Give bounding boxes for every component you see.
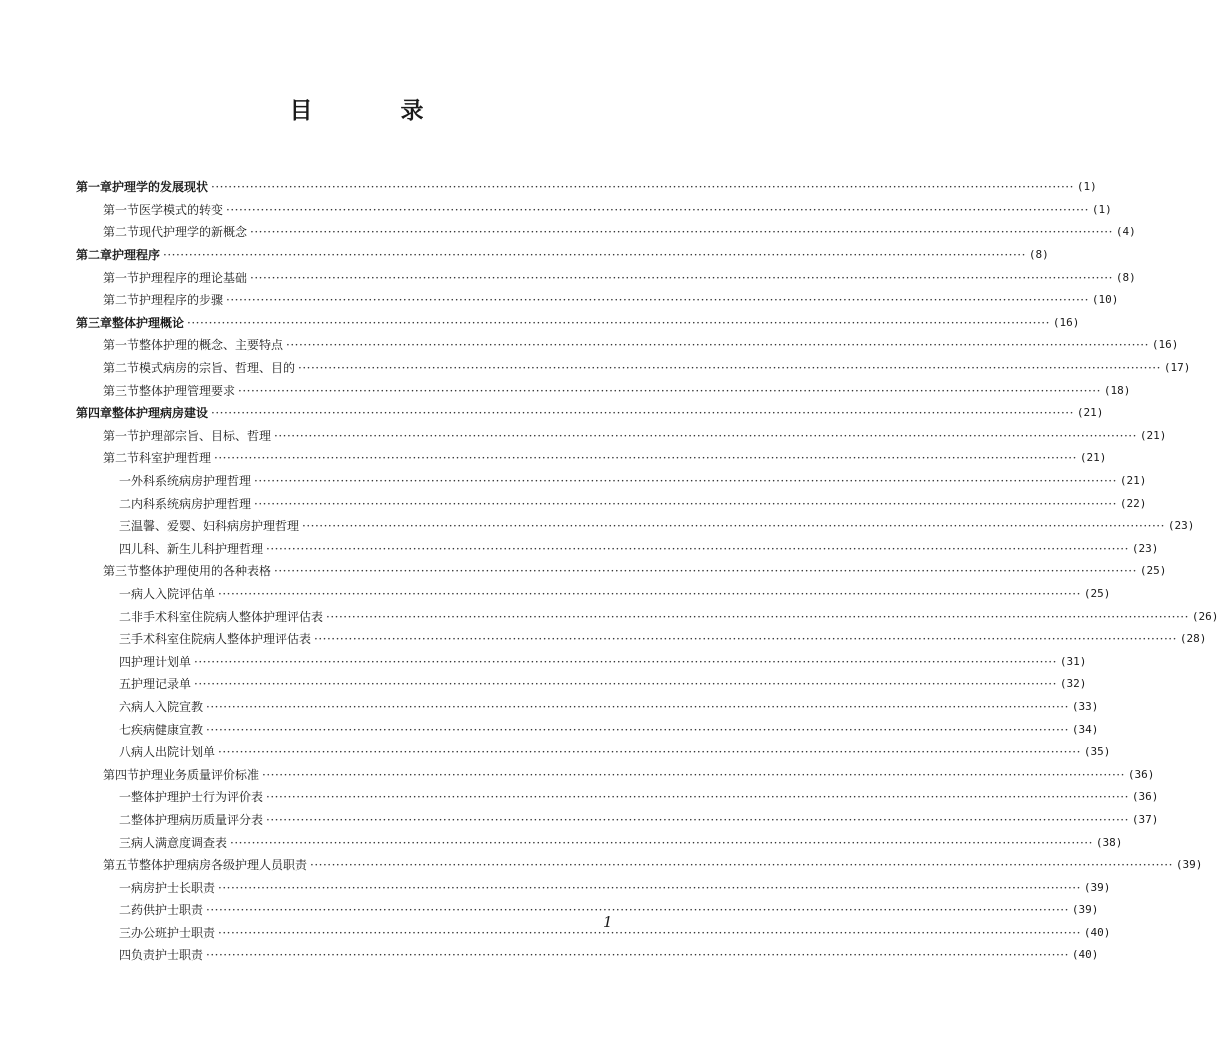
toc-entry-page: (39)	[1175, 858, 1203, 872]
dot-leader: ········································································································································································································	[326, 609, 1189, 624]
toc-entry-item[interactable]	[76, 718, 1099, 741]
toc-entry-section[interactable]	[76, 266, 1136, 289]
toc-entry-number: 一	[119, 474, 132, 489]
toc-entry-page: (40)	[1071, 948, 1099, 962]
toc-entry-page: (1)	[1076, 180, 1097, 194]
toc-entry-item[interactable]	[76, 876, 1111, 899]
toc-entry-page: (31)	[1059, 654, 1087, 668]
table-of-contents	[76, 176, 1218, 967]
toc-entry-page: (23)	[1167, 519, 1195, 533]
toc-entry-item[interactable]	[76, 922, 1111, 945]
toc-entry-number: 一	[119, 586, 132, 601]
dot-leader: ········································································································································································································	[206, 722, 1069, 737]
toc-entry-title: 整体护理的概念、主要特点	[139, 338, 284, 353]
toc-entry-title: 护理学的发展现状	[112, 180, 209, 195]
toc-entry-section[interactable]	[76, 289, 1119, 312]
toc-entry-number: 第二章	[76, 248, 113, 263]
toc-entry-page: (23)	[1131, 541, 1159, 555]
toc-entry-item[interactable]	[76, 650, 1087, 673]
toc-entry-page: (21)	[1079, 451, 1107, 465]
toc-entry-page: (8)	[1028, 248, 1049, 262]
toc-entry-title: 现代护理学的新概念	[139, 225, 248, 240]
toc-entry-title: 科室护理哲理	[139, 451, 212, 466]
toc-entry-item[interactable]	[76, 831, 1123, 854]
toc-entry-number: 二	[119, 903, 132, 918]
toc-entry-section[interactable]	[76, 199, 1112, 222]
toc-entry-item[interactable]	[76, 628, 1207, 651]
toc-entry-page: (36)	[1131, 790, 1159, 804]
toc-entry-title: 办公班护士职责	[131, 925, 216, 940]
dot-leader: ········································································································································································································	[206, 903, 1069, 918]
toc-entry-page: (36)	[1127, 767, 1155, 781]
toc-entry-section[interactable]	[76, 425, 1167, 448]
toc-entry-number: 第三章	[76, 315, 113, 330]
toc-entry-page: (32)	[1059, 677, 1087, 691]
dot-leader: ········································································································································································································	[187, 315, 1050, 330]
toc-entry-number: 三	[119, 519, 132, 534]
toc-entry-title: 手术科室住院病人整体护理评估表	[131, 632, 312, 647]
toc-entry-title: 护理计划单	[131, 654, 192, 669]
dot-leader: ········································································································································································································	[214, 451, 1077, 466]
toc-entry-number: 三	[119, 925, 132, 940]
toc-entry-number: 三	[119, 835, 132, 850]
toc-entry-item[interactable]	[76, 944, 1099, 967]
toc-entry-title: 整体护理概论	[112, 315, 185, 330]
dot-leader: ········································································································································································································	[206, 948, 1069, 963]
toc-entry-number: 第一节	[103, 428, 140, 443]
toc-entry-page: (18)	[1103, 383, 1131, 397]
dot-leader: ········································································································································································································	[310, 858, 1173, 873]
toc-entry-item[interactable]	[76, 809, 1159, 832]
toc-entry-page: (25)	[1083, 586, 1111, 600]
toc-entry-page: (4)	[1115, 225, 1136, 239]
toc-entry-title: 负责护士职责	[131, 948, 204, 963]
toc-entry-item[interactable]	[76, 605, 1218, 628]
toc-entry-number: 第三节	[103, 564, 140, 579]
toc-entry-page: (16)	[1151, 338, 1179, 352]
dot-leader: ········································································································································································································	[238, 383, 1101, 398]
toc-entry-number: 六	[119, 699, 132, 714]
dot-leader: ········································································································································································································	[298, 361, 1161, 376]
toc-entry-page: (21)	[1119, 474, 1147, 488]
toc-entry-title: 护理程序的步骤	[139, 293, 224, 308]
toc-entry-page: (22)	[1119, 496, 1147, 510]
toc-entry-title: 护理业务质量评价标准	[139, 767, 260, 782]
toc-entry-section[interactable]	[76, 763, 1155, 786]
toc-entry-number: 第三节	[103, 383, 140, 398]
toc-entry-page: (8)	[1115, 270, 1136, 284]
toc-entry-page: (39)	[1071, 903, 1099, 917]
dot-leader: ········································································································································································································	[218, 880, 1081, 895]
toc-entry-title: 整体护理病房各级护理人员职责	[139, 858, 308, 873]
dot-leader: ········································································································································································································	[254, 496, 1117, 511]
toc-entry-title: 疾病健康宣教	[131, 722, 204, 737]
toc-entry-number: 一	[119, 880, 132, 895]
toc-entry-title: 病人入院宣教	[131, 699, 204, 714]
dot-leader: ········································································································································································································	[274, 564, 1137, 579]
dot-leader: ········································································································································································································	[211, 406, 1074, 421]
toc-entry-title: 模式病房的宗旨、哲理、目的	[139, 361, 296, 376]
toc-entry-title: 病人入院评估单	[131, 586, 216, 601]
toc-entry-item[interactable]	[76, 899, 1099, 922]
toc-entry-title: 温馨、爱婴、妇科病房护理哲理	[131, 519, 300, 534]
toc-entry-chapter[interactable]	[76, 312, 1080, 335]
toc-entry-number: 三	[119, 632, 132, 647]
toc-entry-page: (35)	[1083, 745, 1111, 759]
toc-entry-title: 护理程序的理论基础	[139, 270, 248, 285]
toc-entry-title: 病人满意度调查表	[131, 835, 228, 850]
toc-entry-section[interactable]	[76, 379, 1131, 402]
toc-entry-number: 四	[119, 541, 132, 556]
dot-leader: ········································································································································································································	[218, 586, 1081, 601]
toc-entry-page: (10)	[1091, 293, 1119, 307]
toc-entry-number: 第二节	[103, 293, 140, 308]
toc-entry-title: 病人出院计划单	[131, 745, 216, 760]
toc-entry-title: 护理记录单	[131, 677, 192, 692]
toc-entry-section[interactable]	[76, 854, 1203, 877]
dot-leader: ········································································································································································································	[218, 745, 1081, 760]
dot-leader: ········································································································································································································	[194, 654, 1057, 669]
toc-entry-title: 整体护理管理要求	[139, 383, 236, 398]
dot-leader: ········································································································································································································	[194, 677, 1057, 692]
toc-entry-number: 第一节	[103, 338, 140, 353]
toc-entry-title: 外科系统病房护理哲理	[131, 474, 252, 489]
dot-leader: ········································································································································································································	[211, 180, 1074, 195]
toc-entry-title: 儿科、新生儿科护理哲理	[131, 541, 264, 556]
dot-leader: ········································································································································································································	[250, 225, 1113, 240]
toc-entry-page: (38)	[1095, 835, 1123, 849]
toc-entry-number: 第一节	[103, 270, 140, 285]
toc-entry-page: (37)	[1131, 812, 1159, 826]
toc-entry-title: 药供护士职责	[131, 903, 204, 918]
toc-entry-number: 二	[119, 609, 132, 624]
toc-entry-page: (25)	[1139, 564, 1167, 578]
toc-entry-number: 二	[119, 812, 132, 827]
toc-entry-chapter[interactable]	[76, 402, 1104, 425]
toc-entry-page: (39)	[1083, 880, 1111, 894]
dot-leader: ········································································································································································································	[226, 293, 1089, 308]
dot-leader: ········································································································································································································	[250, 270, 1113, 285]
toc-entry-number: 第一章	[76, 180, 113, 195]
dot-leader: ········································································································································································································	[286, 338, 1149, 353]
toc-entry-item[interactable]	[76, 696, 1099, 719]
toc-entry-item[interactable]	[76, 583, 1111, 606]
toc-entry-page: (34)	[1071, 722, 1099, 736]
dot-leader: ········································································································································································································	[206, 699, 1069, 714]
dot-leader: ········································································································································································································	[266, 541, 1129, 556]
dot-leader: ········································································································································································································	[274, 428, 1137, 443]
toc-entry-item[interactable]	[76, 515, 1195, 538]
dot-leader: ········································································································································································································	[254, 474, 1117, 489]
toc-entry-page: (21)	[1076, 406, 1104, 420]
toc-entry-item[interactable]	[76, 538, 1159, 561]
dot-leader: ········································································································································································································	[226, 202, 1089, 217]
toc-entry-page: (21)	[1139, 428, 1167, 442]
toc-entry-title: 整体护理病历质量评分表	[131, 812, 264, 827]
toc-entry-page: (33)	[1071, 699, 1099, 713]
toc-entry-section[interactable]	[76, 221, 1136, 244]
toc-entry-title: 内科系统病房护理哲理	[131, 496, 252, 511]
dot-leader: ········································································································································································································	[314, 632, 1177, 647]
toc-entry-number: 四	[119, 948, 132, 963]
toc-entry-item[interactable]	[76, 673, 1087, 696]
toc-entry-section[interactable]	[76, 334, 1179, 357]
toc-entry-chapter[interactable]	[76, 244, 1049, 267]
toc-entry-number: 第五节	[103, 858, 140, 873]
toc-entry-title: 病房护士长职责	[131, 880, 216, 895]
toc-entry-number: 二	[119, 496, 132, 511]
dot-leader: ········································································································································································································	[266, 790, 1129, 805]
toc-entry-number: 第四章	[76, 406, 113, 421]
toc-entry-page: (40)	[1083, 925, 1111, 939]
toc-entry-number: 四	[119, 654, 132, 669]
dot-leader: ········································································································································································································	[262, 767, 1125, 782]
toc-entry-title: 整体护理使用的各种表格	[139, 564, 272, 579]
toc-entry-page: (1)	[1091, 202, 1112, 216]
toc-entry-page: (16)	[1052, 315, 1080, 329]
toc-entry-number: 七	[119, 722, 132, 737]
toc-entry-number: 第二节	[103, 451, 140, 466]
toc-entry-title: 整体护理病房建设	[112, 406, 209, 421]
toc-entry-number: 第四节	[103, 767, 140, 782]
toc-entry-title: 非手术科室住院病人整体护理评估表	[131, 609, 324, 624]
dot-leader: ········································································································································································································	[266, 812, 1129, 827]
toc-entry-chapter[interactable]	[76, 176, 1097, 199]
page-title: 目 录	[289, 97, 464, 124]
toc-entry-number: 第一节	[103, 202, 140, 217]
toc-entry-section[interactable]	[76, 447, 1107, 470]
toc-entry-title: 护理部宗旨、目标、哲理	[139, 428, 272, 443]
toc-entry-title: 整体护理护士行为评价表	[131, 790, 264, 805]
toc-entry-item[interactable]	[76, 470, 1147, 493]
toc-entry-title: 护理程序	[112, 248, 161, 263]
toc-entry-section[interactable]	[76, 560, 1167, 583]
dot-leader: ········································································································································································································	[218, 925, 1081, 940]
toc-entry-page: (26)	[1191, 609, 1218, 623]
dot-leader: ········································································································································································································	[302, 519, 1165, 534]
dot-leader: ········································································································································································································	[163, 248, 1026, 263]
toc-entry-item[interactable]	[76, 741, 1111, 764]
dot-leader: ········································································································································································································	[230, 835, 1093, 850]
toc-entry-number: 八	[119, 745, 132, 760]
page-number: 1	[603, 913, 613, 931]
toc-entry-number: 第二节	[103, 225, 140, 240]
toc-entry-title: 医学模式的转变	[139, 202, 224, 217]
toc-entry-item[interactable]	[76, 786, 1159, 809]
toc-entry-item[interactable]	[76, 492, 1147, 515]
toc-entry-page: (28)	[1179, 632, 1207, 646]
toc-entry-page: (17)	[1163, 361, 1191, 375]
toc-entry-number: 一	[119, 790, 132, 805]
toc-entry-number: 第二节	[103, 361, 140, 376]
toc-entry-number: 五	[119, 677, 132, 692]
toc-entry-section[interactable]	[76, 357, 1191, 380]
